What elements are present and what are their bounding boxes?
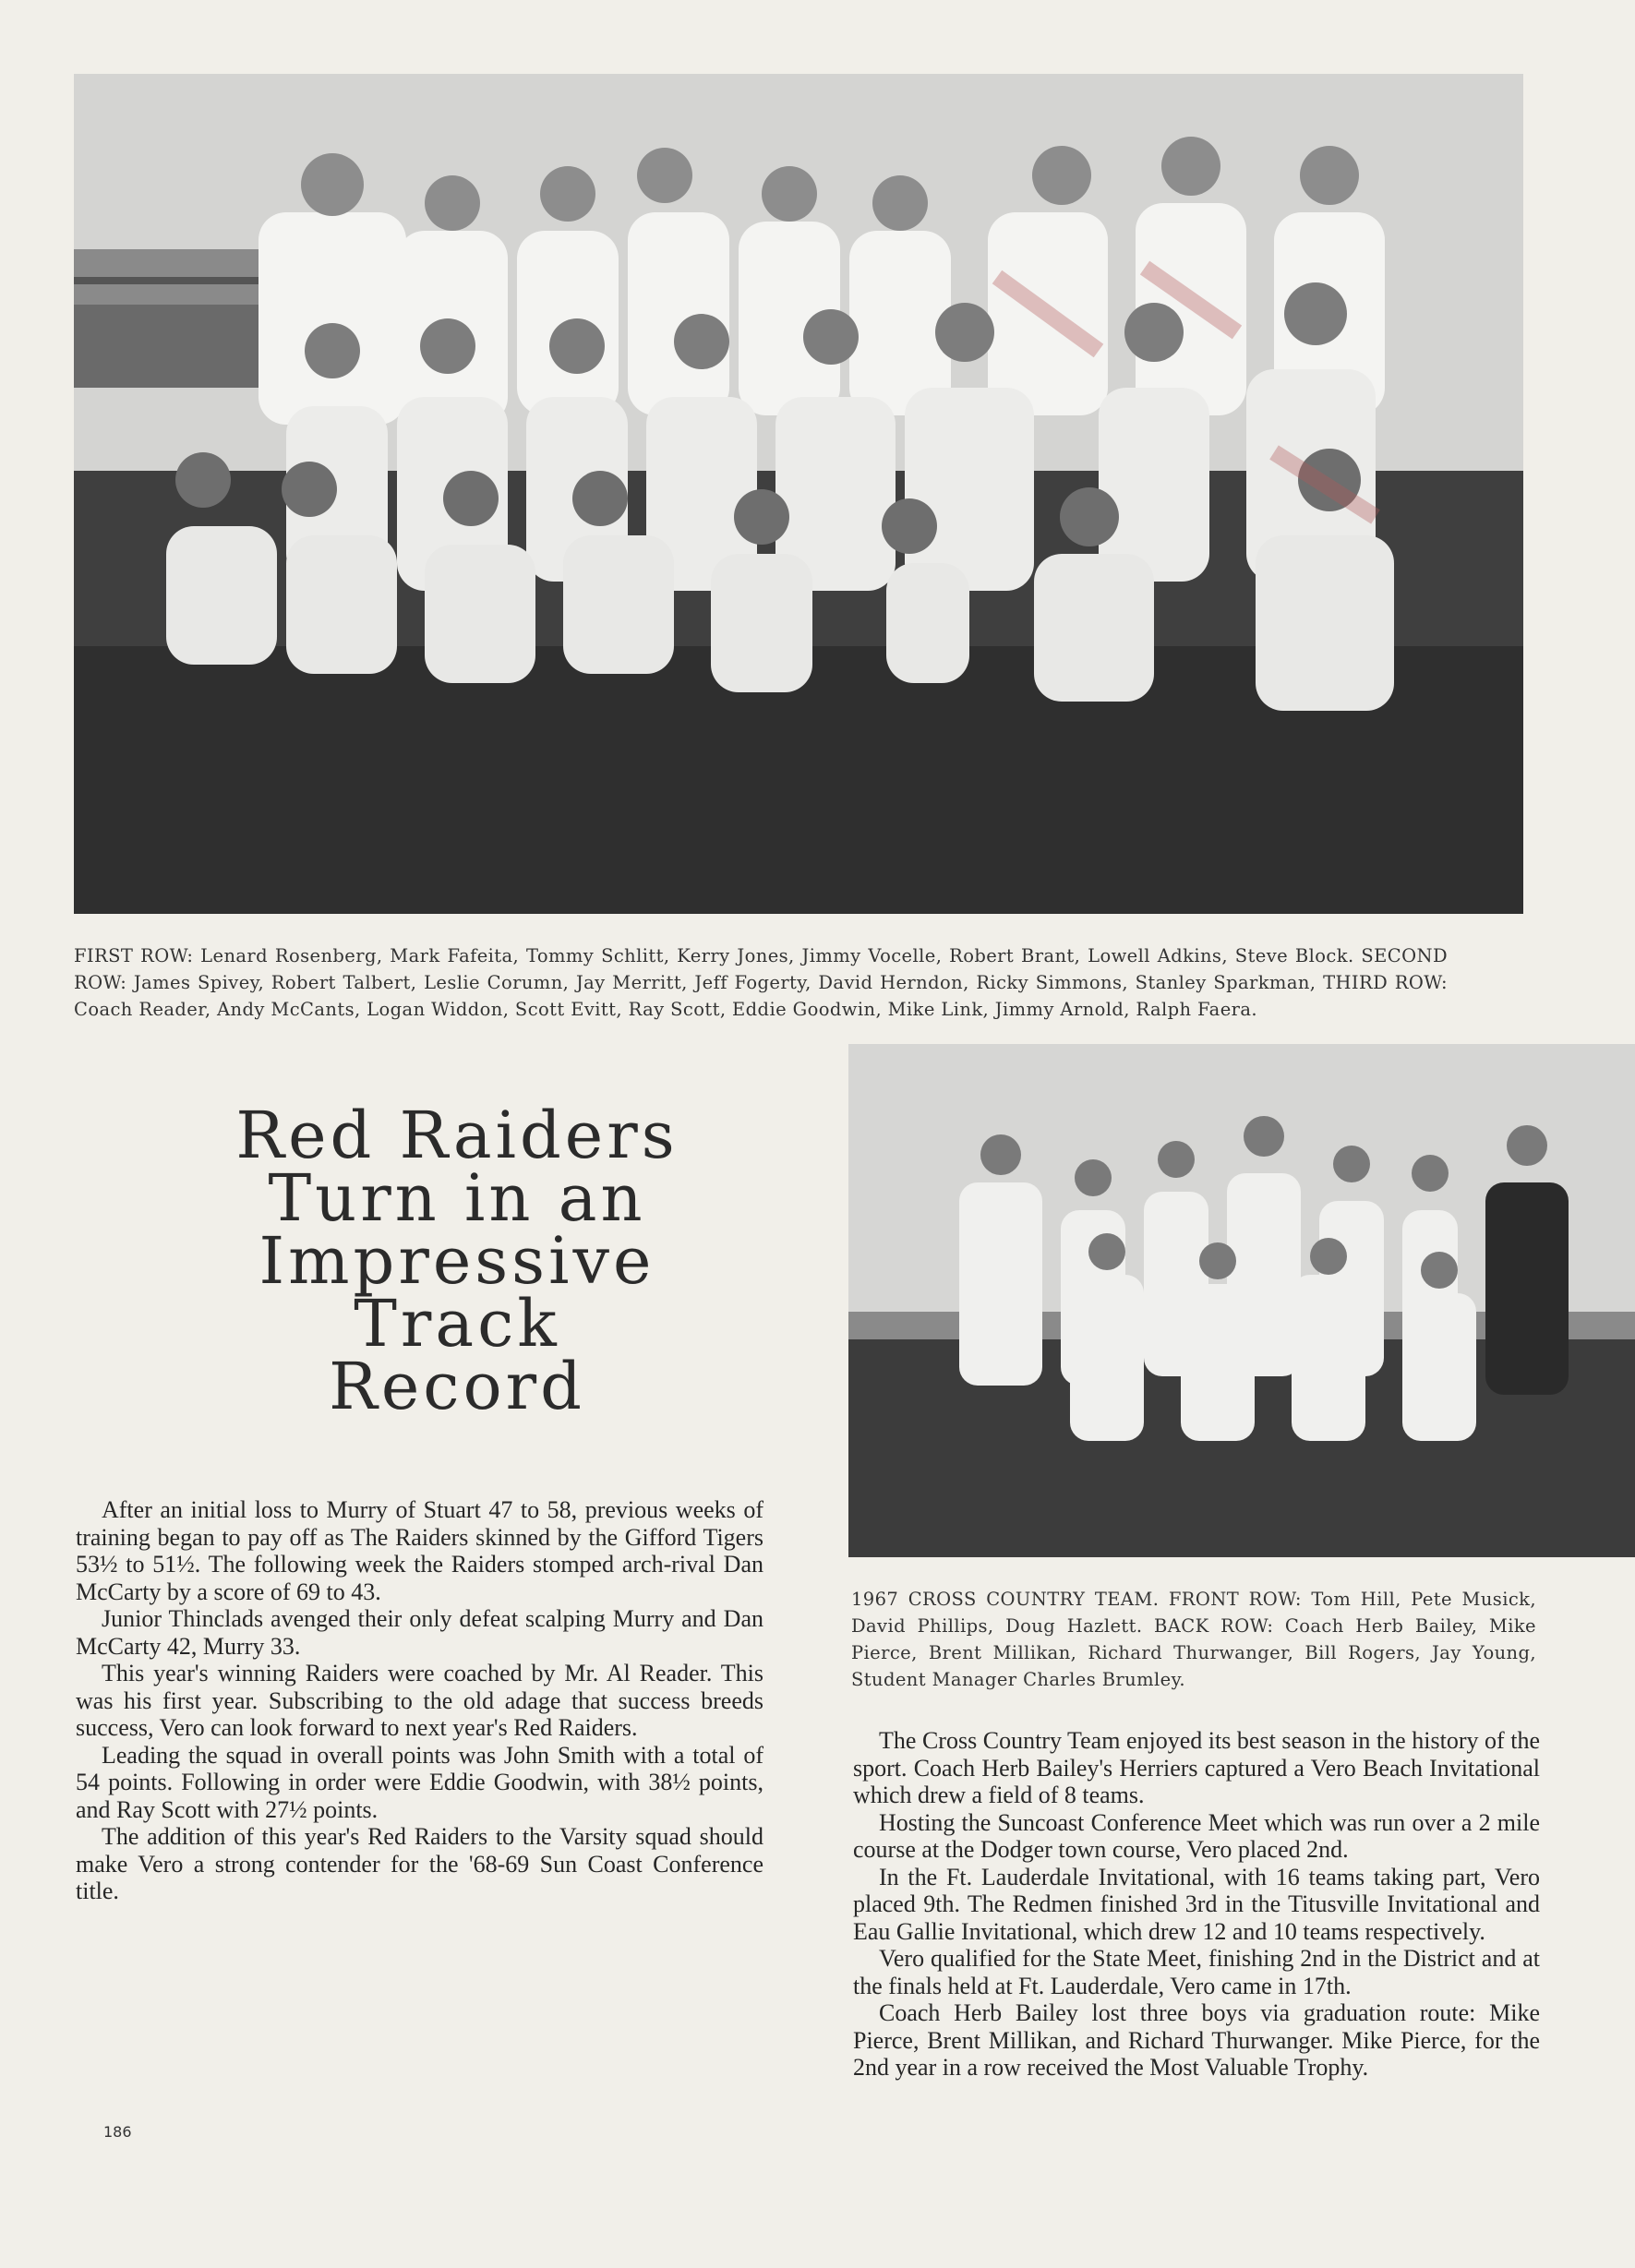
page-number: 186 xyxy=(103,2123,132,2141)
cross-country-article-body xyxy=(853,1727,1540,2082)
paragraph: In the Ft. Lauderdale Invitational, with 16 teams taking part, Vero placed 9th. The Redmen finished 3rd in the Titusville Invitational and Eau Gallie Invitational, which drew 12 and 10 teams respectively. xyxy=(853,1863,1540,1945)
paragraph: Vero qualified for the State Meet, finishing 2nd in the District and at the finals held at Ft. Lauderdale, Vero came in 17th. xyxy=(853,1945,1540,1999)
paragraph: Coach Herb Bailey lost three boys via graduation route: Mike Pierce, Brent Millikan, and Richard Thurwanger. Mike Pierce, for the 2nd year in a row received the Most Valuable Trophy. xyxy=(853,1999,1540,2081)
track-article-body xyxy=(76,1496,763,1905)
paragraph: The Cross Country Team enjoyed its best season in the history of the sport. Coach Herb Bailey's Herriers captured a Vero Beach Invitational which drew a field of 8 teams. xyxy=(853,1727,1540,1808)
paragraph: This year's winning Raiders were coached by Mr. Al Reader. This was his first year. Subscribing to the old adage that success breeds success, Vero can look forward to next year's Red Raiders. xyxy=(76,1660,763,1741)
paragraph: Leading the squad in overall points was John Smith with a total of 54 points. Following in order were Eddie Goodwin, with 38½ points, and Ray Scott with 27½ points. xyxy=(76,1741,763,1823)
cross-country-team-photo xyxy=(848,1044,1635,1557)
track-team-photo-caption: FIRST ROW: Lenard Rosenberg, Mark Fafeita, Tommy Schlitt, Kerry Jones, Jimmy Vocelle, Robert Brant, Lowell Adkins, Steve Block. SECOND ROW: James Spivey, Robert Talbert, Leslie Corumn, Jay Merritt, Jeff Fogerty, David Herndon, Ricky Simmons, Stanley Sparkman, THIRD ROW: Coach Reader, Andy McCants, Logan Widdon, Scott Evitt, Ray Scott, Eddie Goodwin, Mike Link, Jimmy Arnold, Ralph Faera. xyxy=(74,945,1448,1020)
paragraph: The addition of this year's Red Raiders to the Varsity squad should make Vero a strong contender for the '68-69 Sun Coast Conference title. xyxy=(76,1823,763,1904)
headline-line: Record xyxy=(329,1349,585,1424)
headline-line: Track xyxy=(354,1286,560,1362)
paragraph: Junior Thinclads avenged their only defeat scalping Murry and Dan McCarty 42, Murry 33. xyxy=(76,1605,763,1660)
track-team-photo xyxy=(74,74,1523,914)
article-headline xyxy=(138,1098,775,1424)
cross-country-team-photo-illustration xyxy=(848,1044,1635,1557)
paragraph: Hosting the Suncoast Conference Meet which was run over a 2 mile course at the Dodger town course, Vero placed 2nd. xyxy=(853,1808,1540,1863)
paragraph: After an initial loss to Murry of Stuart 47 to 58, previous weeks of training began to pay off as The Raiders skinned by the Gifford Tigers 53½ to 51½. The following week the Raiders stomped arch-rival Dan McCarty by a score of 69 to 43. xyxy=(76,1496,763,1605)
headline-line: Impressive xyxy=(258,1223,655,1299)
cross-country-photo-caption: 1967 CROSS COUNTRY TEAM. FRONT ROW: Tom Hill, Pete Musick, David Phillips, Doug Hazlett. BACK ROW: Coach Herb Bailey, Mike Pierce, Brent Millikan, Richard Thurwanger, Bill Rogers, Jay Young, Student Manager Charles Brumley. xyxy=(851,1589,1536,1690)
headline-line: Red Raiders xyxy=(235,1098,679,1173)
track-team-photo-illustration xyxy=(74,74,1523,914)
headline-line: Turn in an xyxy=(268,1160,646,1236)
